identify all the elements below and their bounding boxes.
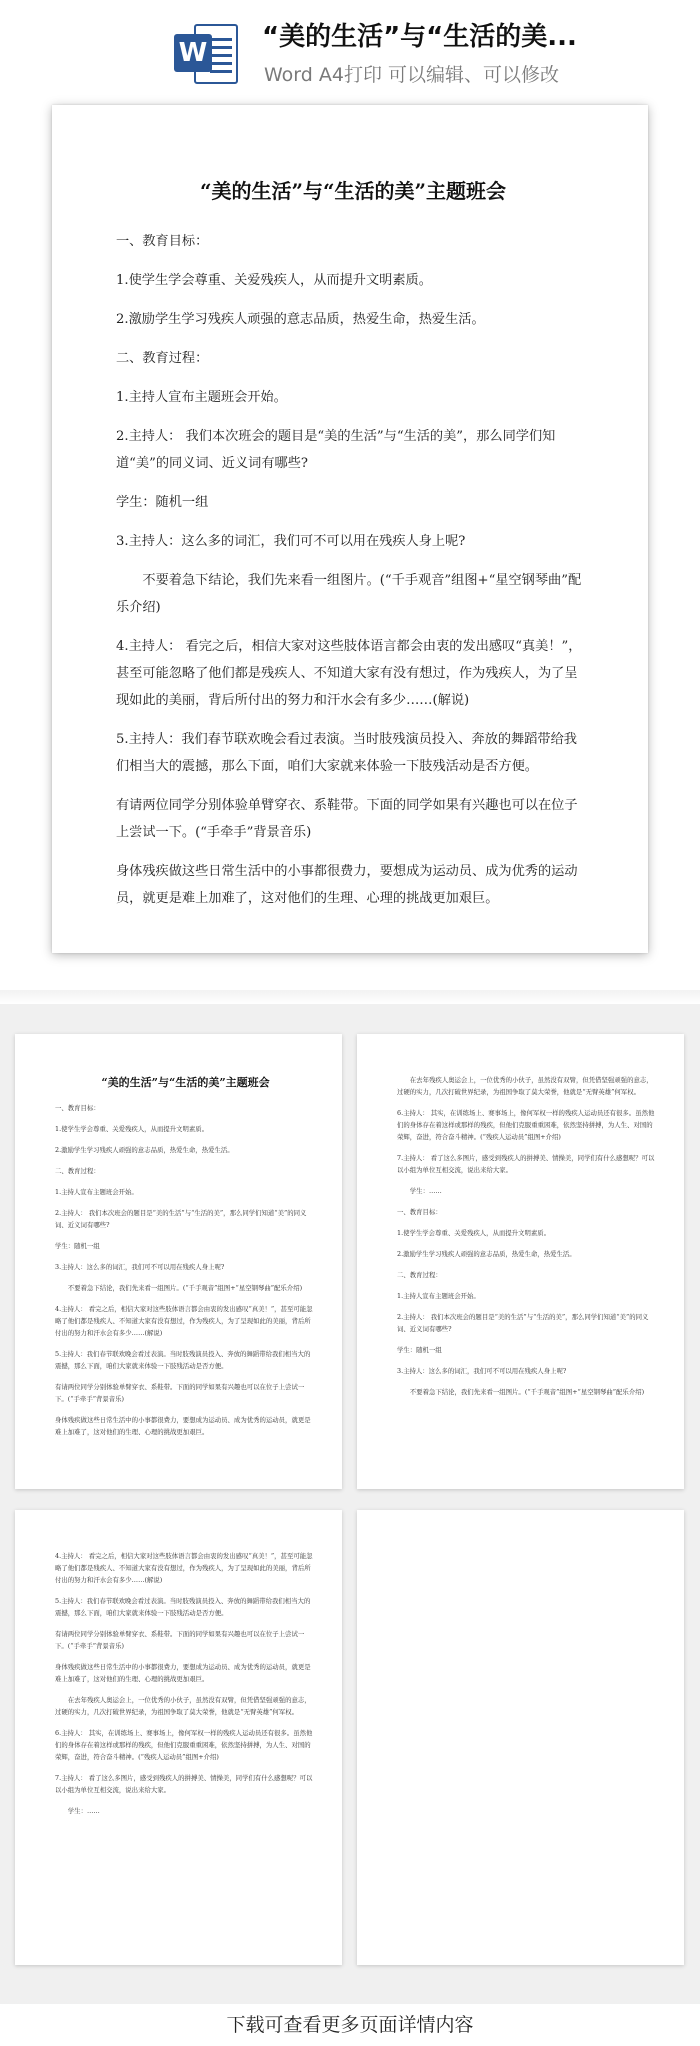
doc-paragraph: 有请两位同学分别体验单臂穿衣、系鞋带。下面的同学如果有兴趣也可以在位子上尝试一下。(“手牵手”背景音乐) — [116, 798, 578, 840]
thumb-paragraph: 1.主持人宣布主题班会开始。 — [55, 1188, 138, 1196]
thumb-paragraph: 7.主持人： 看了这么多图片，感受到残疾人的拼搏美、情操美，同学们有什么感想呢？可以以小组为单位互相交流，说出来给大家。 — [397, 1154, 655, 1174]
thumb-paragraph: 身体残疾做这些日常生活中的小事都很费力，要想成为运动员、成为优秀的运动员，就更是难上加难了，这对他们的生理、心理的挑战更加艰巨。 — [55, 1416, 311, 1436]
thumb-paragraph: 有请两位同学分别体验单臂穿衣、系鞋带。下面的同学如果有兴趣也可以在位子上尝试一下。(“手牵手”背景音乐) — [55, 1630, 305, 1650]
page-thumbnail-1[interactable] — [15, 1034, 342, 1489]
thumb-paragraph: 6.主持人： 其实，在训练场上、赛事场上，像何军权一样的残疾人运动员还有很多。虽然他们的身体存在着这样或那样的残疾，但他们克服重重困难，依然坚持拼搏，为人生、对国的荣辉，奋进，符合奋斗精神。(“残疾人运动员”组图+介绍) — [397, 1109, 655, 1141]
doc-paragraph: 1.使学生学会尊重、关爱残疾人，从而提升文明素质。 — [116, 273, 432, 288]
doc-paragraph: 二、教育过程： — [116, 351, 209, 366]
thumb-paragraph: 学生：…… — [409, 1187, 442, 1195]
doc-paragraph: 2.主持人： 我们本次班会的题目是“美的生活”与“生活的美”，那么同学们知道“美”的同义词、近义词有哪些? — [116, 429, 556, 471]
thumb-paragraph: 学生：随机一组 — [397, 1346, 442, 1354]
thumb-paragraph: 学生：…… — [67, 1807, 100, 1815]
thumb-paragraph: 7.主持人： 看了这么多图片，感受到残疾人的拼搏美、情操美，同学们有什么感想呢？可以以小组为单位互相交流，说出来给大家。 — [55, 1774, 313, 1794]
file-title: “美的生活”与“生活的美... — [262, 22, 577, 52]
doc-paragraph: 身体残疾做这些日常生活中的小事都很费力，要想成为运动员、成为优秀的运动员，就更是难上加难了，这对他们的生理、心理的挑战更加艰巨。 — [116, 864, 578, 906]
thumb-paragraph: 4.主持人： 看完之后，相信大家对这些肢体语言都会由衷的发出感叹“真美！”，甚至可能忽略了他们都是残疾人、不知道大家有没有想过，作为残疾人，为了呈现如此的美丽，背后所付出的努力和汗水会有多少……(解说) — [55, 1552, 313, 1584]
doc-paragraph: 学生：随机一组 — [116, 495, 209, 510]
file-subtitle: Word A4打印 可以编辑、可以修改 — [264, 64, 560, 86]
thumb-paragraph: 6.主持人： 其实，在训练场上、赛事场上，像何军权一样的残疾人运动员还有很多。虽然他们的身体存在着这样或那样的残疾，但他们克服重重困难，依然坚持拼搏，为人生、对国的荣辉，奋进，符合奋斗精神。(“残疾人运动员”组图+介绍) — [55, 1729, 313, 1761]
thumb-paragraph: 5.主持人：我们春节联欢晚会看过表演。当时肢残演员投入、奔放的舞蹈带给我们相当大的震撼，那么下面，咱们大家就来体验一下肢残活动是否方便。 — [55, 1597, 311, 1617]
main-page-preview — [52, 105, 648, 953]
page-thumbnail-2[interactable] — [357, 1034, 684, 1489]
thumb-paragraph: 3.主持人：这么多的词汇，我们可不可以用在残疾人身上呢? — [397, 1367, 567, 1375]
thumb-paragraph: 学生：随机一组 — [55, 1242, 100, 1250]
thumb-paragraph: 不要着急下结论，我们先来看一组图片。(“千手观音”组图+“星空钢琴曲”配乐介绍) — [67, 1284, 303, 1292]
page-thumbnail-3[interactable] — [15, 1510, 342, 1965]
thumb-paragraph: 一、教育目标： — [55, 1104, 100, 1112]
thumb-paragraph: 身体残疾做这些日常生活中的小事都很费力，要想成为运动员、成为优秀的运动员，就更是难上加难了，这对他们的生理、心理的挑战更加艰巨。 — [55, 1663, 311, 1683]
doc-paragraph: 2.激励学生学习残疾人顽强的意志品质，热爱生命，热爱生活。 — [116, 312, 485, 327]
thumb-paragraph: 二、教育过程： — [55, 1167, 100, 1175]
thumb-paragraph: 4.主持人： 看完之后，相信大家对这些肢体语言都会由衷的发出感叹“真美！”，甚至可能忽略了他们都是残疾人、不知道大家有没有想过，作为残疾人，为了呈现如此的美丽，背后所付出的努力和汗水会有多少……(解说) — [55, 1305, 313, 1337]
doc-paragraph: 1.主持人宣布主题班会开始。 — [116, 390, 287, 405]
doc-paragraph: 4.主持人： 看完之后，相信大家对这些肢体语言都会由衷的发出感叹“真美！”，甚至可能忽略了他们都是残疾人、不知道大家有没有想过，作为残疾人，为了呈现如此的美丽，背后所付出的努力和汗水会有多少……(解说) — [116, 639, 582, 708]
doc-paragraph: 不要着急下结论，我们先来看一组图片。(“千手观音”组图+“星空钢琴曲”配乐介绍) — [116, 573, 582, 615]
thumb-paragraph: 1.使学生学会尊重、关爱残疾人，从而提升文明素质。 — [397, 1229, 551, 1237]
thumb-paragraph: 2.主持人： 我们本次班会的题目是“美的生活”与“生活的美”，那么同学们知道“美”的同义词、近义词有哪些? — [397, 1313, 649, 1333]
more-pages-link[interactable]: 下载可查看更多页面详情内容 — [0, 2004, 700, 2046]
thumb-paragraph: 一、教育目标： — [397, 1208, 442, 1216]
thumb-paragraph: 二、教育过程： — [397, 1271, 442, 1279]
thumb-paragraph: 有请两位同学分别体验单臂穿衣、系鞋带。下面的同学如果有兴趣也可以在位子上尝试一下。(“手牵手”背景音乐) — [55, 1383, 305, 1403]
thumb-paragraph: 5.主持人：我们春节联欢晚会看过表演。当时肢残演员投入、奔放的舞蹈带给我们相当大的震撼，那么下面，咱们大家就来体验一下肢残活动是否方便。 — [55, 1350, 311, 1370]
thumb-paragraph: 2.激励学生学习残疾人顽强的意志品质，热爱生命，热爱生活。 — [397, 1250, 576, 1258]
section-divider — [0, 990, 700, 1004]
thumb-paragraph: 不要着急下结论，我们先来看一组图片。(“千手观音”组图+“星空钢琴曲”配乐介绍) — [409, 1388, 645, 1396]
thumb-paragraph: 1.使学生学会尊重、关爱残疾人，从而提升文明素质。 — [55, 1125, 209, 1133]
doc-paragraph: 一、教育目标： — [116, 234, 209, 249]
thumb-paragraph: 3.主持人：这么多的词汇，我们可不可以用在残疾人身上呢? — [55, 1263, 225, 1271]
doc-title: “美的生活”与“生活的美”主题班会 — [199, 179, 506, 203]
word-letter-badge: W — [174, 34, 212, 72]
header-bar — [0, 0, 700, 96]
thumb-title: “美的生活”与“生活的美”主题班会 — [101, 1076, 270, 1089]
word-doc-icon — [172, 20, 240, 88]
page-thumbnail-4[interactable] — [357, 1510, 684, 1965]
thumb-paragraph: 在去年残疾人奥运会上，一位优秀的小伙子，虽然没有双臂，但凭借坚强顽强的意志，过硬的实力，几次打破世界纪录，为祖国争取了莫大荣誉，他就是“无臂英雄”何军权。 — [397, 1076, 653, 1096]
doc-paragraph: 3.主持人：这么多的词汇，我们可不可以用在残疾人身上呢? — [116, 534, 466, 549]
thumb-paragraph: 2.主持人： 我们本次班会的题目是“美的生活”与“生活的美”，那么同学们知道“美”的同义词、近义词有哪些? — [55, 1209, 307, 1229]
thumb-paragraph: 1.主持人宣布主题班会开始。 — [397, 1292, 480, 1300]
thumb-paragraph: 在去年残疾人奥运会上，一位优秀的小伙子，虽然没有双臂，但凭借坚强顽强的意志，过硬的实力，几次打破世界纪录，为祖国争取了莫大荣誉，他就是“无臂英雄”何军权。 — [55, 1696, 311, 1716]
thumb-paragraph: 2.激励学生学习残疾人顽强的意志品质，热爱生命，热爱生活。 — [55, 1146, 234, 1154]
doc-paragraph: 5.主持人：我们春节联欢晚会看过表演。当时肢残演员投入、奔放的舞蹈带给我们相当大的震撼，那么下面，咱们大家就来体验一下肢残活动是否方便。 — [116, 732, 577, 774]
